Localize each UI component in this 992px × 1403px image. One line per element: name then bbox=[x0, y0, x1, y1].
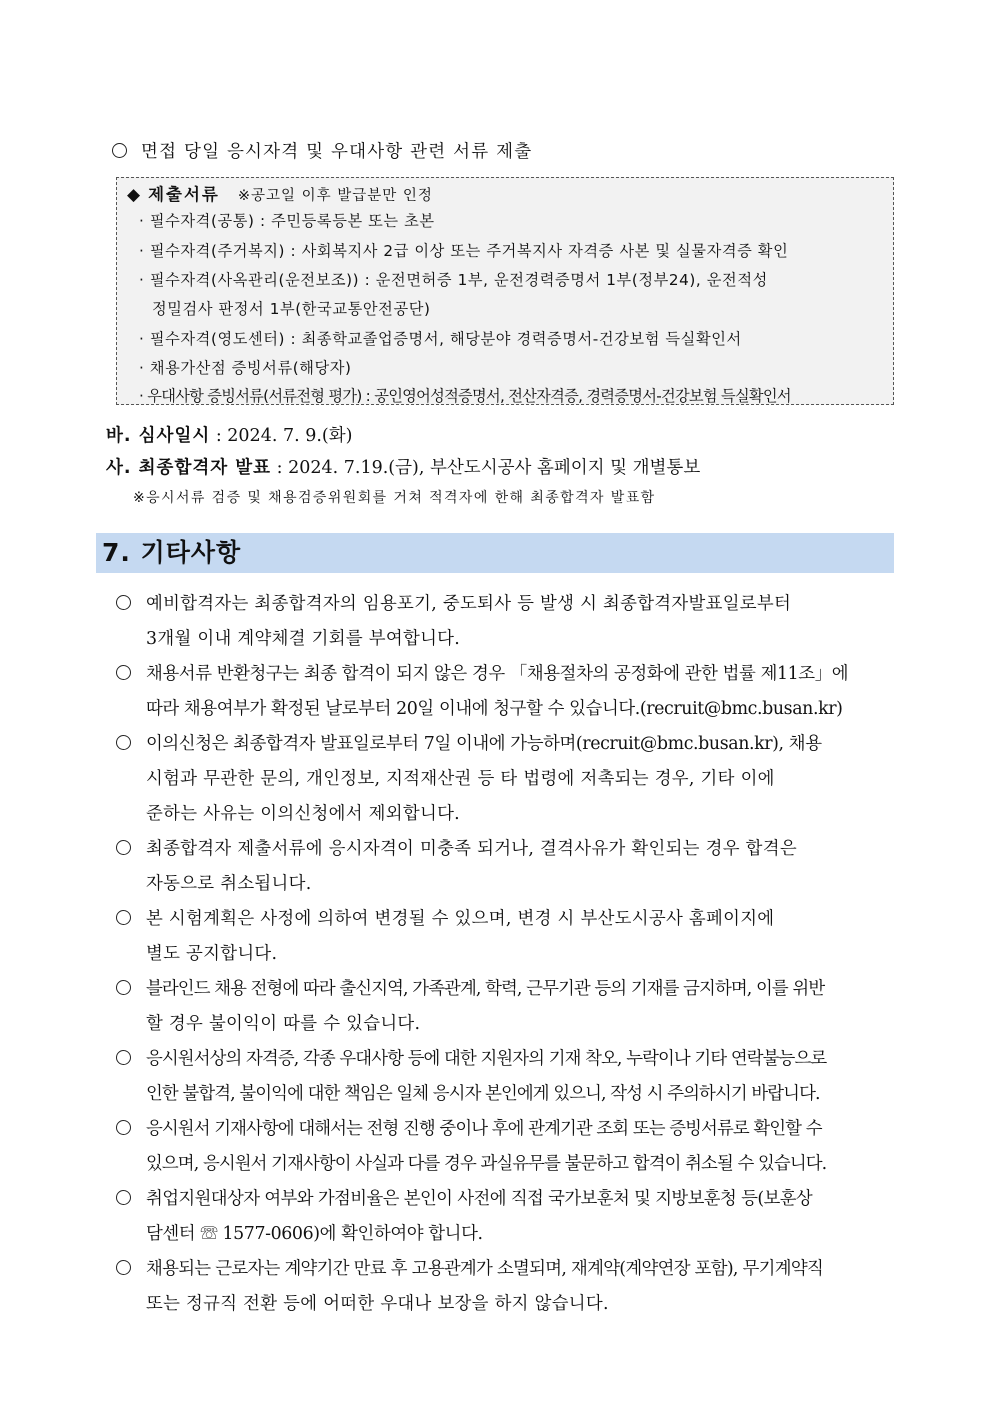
doc-line: 정밀검사 판정서 1부(한국교통안전공단) bbox=[152, 300, 431, 318]
circle-bullet-icon bbox=[116, 735, 131, 750]
circle-bullet-icon bbox=[116, 1120, 131, 1135]
circle-bullet-icon bbox=[116, 910, 131, 925]
doc-line: · 필수자격(영도센터) : 최종학교졸업증명서, 해당분야 경력증명서-건강보험 득실확인서 bbox=[139, 330, 742, 348]
review-date: 바. 심사일시 : 2024. 7. 9.(화) bbox=[106, 426, 353, 446]
doc-line: · 우대사항 증빙서류(서류전형 평가) : 공인영어성적증명서, 전산자격증, 경력증명서-건강보험 득실확인서 bbox=[139, 387, 791, 405]
doc-line: · 필수자격(공통) : 주민등록등본 또는 초본 bbox=[139, 212, 435, 230]
final-announcement: 사. 최종합격자 발표 : 2024. 7.19.(금), 부산도시공사 홈페이지 및 개별통보 bbox=[106, 458, 701, 478]
documents-box-title: ◆ 제출서류 ※공고일 이후 발급분만 인정 bbox=[127, 185, 433, 205]
schedule-note: ※응시서류 검증 및 채용검증위원회를 거쳐 적격자에 한해 최종합격자 발표함 bbox=[133, 490, 656, 506]
circle-bullet-icon bbox=[116, 1260, 131, 1275]
documents-box bbox=[116, 177, 894, 405]
doc-line: · 필수자격(주거복지) : 사회복지사 2급 이상 또는 주거복지사 자격증 사본 및 실물자격증 확인 bbox=[139, 242, 789, 260]
submission-notice bbox=[112, 138, 532, 163]
circle-bullet-icon bbox=[116, 595, 131, 610]
submission-notice-text: 면접 당일 응시자격 및 우대사항 관련 서류 제출 bbox=[141, 142, 533, 162]
circle-bullet-icon bbox=[116, 840, 131, 855]
diamond-bullet-icon: ◆ bbox=[127, 185, 141, 205]
circle-bullet-icon bbox=[116, 980, 131, 995]
circle-bullet-icon bbox=[112, 143, 127, 158]
circle-bullet-icon bbox=[116, 1050, 131, 1065]
circle-bullet-icon bbox=[116, 665, 131, 680]
doc-line: · 필수자격(사옥관리(운전보조)) : 운전면허증 1부, 운전경력증명서 1부(정부24), 운전적성 bbox=[139, 271, 768, 289]
doc-line: · 채용가산점 증빙서류(해당자) bbox=[139, 359, 352, 377]
document-page: 면접 당일 응시자격 및 우대사항 관련 서류 제출 ◆ 제출서류 ※공고일 이후 발급분만 인정 · 필수자격(공통) : 주민등록등본 또는 초본 · 필수자격(주거복지) : 사회복지사 2급 이상 또는 주거복지사 자격증 사본 및 실물자격증 확인 · 필수자격(사옥관리(운전보조)) : 운전면허증 1부, 운전경력증명서 1부(정부24), 운전적성 정밀검사 판정서 1부(한국교통안전공단) · 필수자격(영도센터) : 최종학교졸업증명서, 해당분야 경력증명서-건강보험 득실확인서 · 채용가산점 증빙서류(해당자) · 우대사항 증빙서류(서류전형 평가) : 공인영어성적증명서, 전산자격증, 경력증명서-건강보험 득실확인서 바. 심사일시 : 2024. 7. 9.(화) 사. 최종합격자 발표 : 2024. 7.19.(금), 부산도시공사 홈페이지 및 개별통보 ※응시서류 검증 및 채용검증위원회를 거쳐 적격자에 한해 최종합격자 발표함 7. 기타사항 예비합격자는 최종합격자의 임용포기, 중도퇴사 등 발생 시 최종합격자발표일로부터 3개월 이내 계약체결 기회를 부여합니다. 채용서류 반환청구는 최종 합격이 되지 않은 경우 「채용절차의 공정화에 관한 법률 제11조」에 따라 채용여부가 확정된 날로부터 20일 이내에 청구할 수 있습니다.(recruit@bmc.busan.kr) 이의신청은 최종합격자 발표일로부터 7일 이내에 가능하며(recruit@bmc.busan.kr), 채용 시험과 무관한 문의, 개인정보, 지적재산권 등 타 법령에 저촉되는 경우, 기타 이에 준하는 사유는 이의신청에서 제외합니다. 최종합격자 제출서류에 응시자격이 미충족 되거나, 결격사유가 확인되는 경우 합격은 자동으로 취소됩니다. 본 시험계획은 사정에 의하여 변경될 수 있으며, 변경 시 부산도시공사 홈페이지에 별도 공지합니다. 블라인드 채용 전형에 따라 출신지역, 가족관계, 학력, 근무기관 등의 기재를 금지하며, 이를 위반 할 경우 불이익이 따를 수 있습니다. 응시원서상의 자격증, 각종 우대사항 등에 대한 지원자의 기재 착오, 누락이나 기타 연락불능으로 인한 불합격, 불이익에 대한 책임은 일체 응시자 본인에게 있으니, 작성 시 주의하시기 바랍니다. 응시원서 기재사항에 대해서는 전형 진행 중이나 후에 관계기관 조회 또는 증빙서류로 확인할 수 있으며, 응시원서 기재사항이 사실과 다를 경우 과실유무를 불문하고 합격이 취소될 수 있습니다. 취업지원대상자 여부와 가점비율은 본인이 사전에 직접 국가보훈처 및 지방보훈청 등(보훈상 담센터 ☏ 1577-0606)에 확인하여야 합니다. 채용되는 근로자는 계약기간 만료 후 고용관계가 소멸되며, 재계약(계약연장 포함), 무기계약직 또는 정규직 전환 등에 어떠한 우대나 보장을 하지 않습니다. bbox=[0, 0, 992, 1403]
section-heading: 7. 기타사항 bbox=[96, 533, 894, 573]
circle-bullet-icon bbox=[116, 1190, 131, 1205]
